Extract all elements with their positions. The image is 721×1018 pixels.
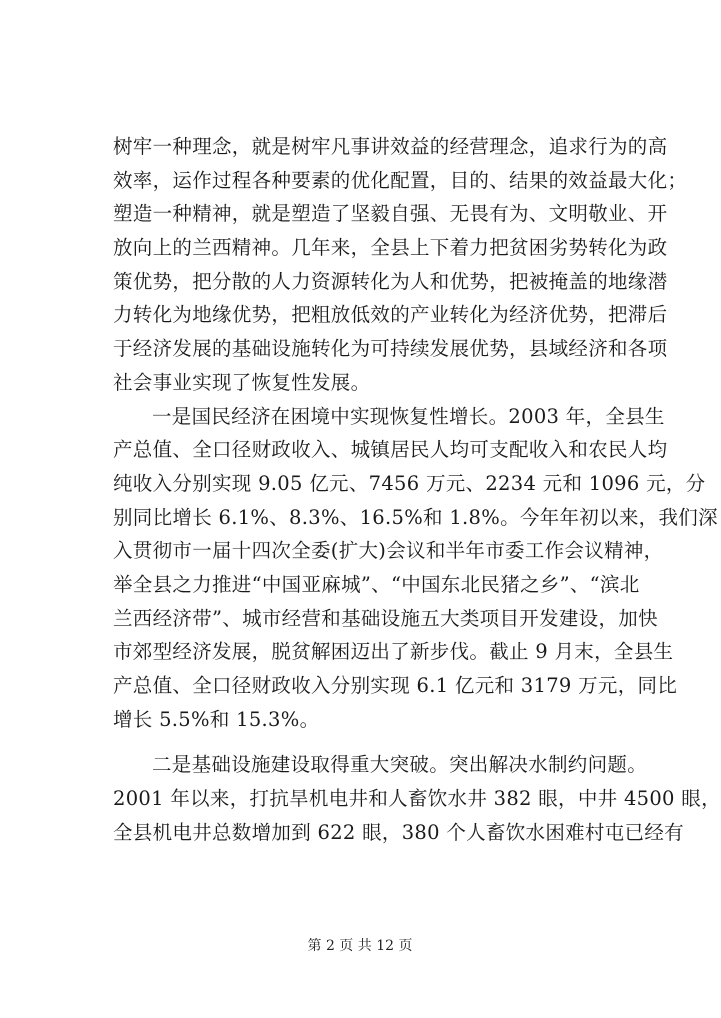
text-line: 兰西经济带”、城市经营和基础设施五大类项目开发建设，加快 [113, 606, 658, 630]
text-line: 产总值、全口径财政收入分别实现 6.1 亿元和 3179 万元，同比 [113, 674, 678, 697]
text-line: 全县机电井总数增加到 622 眼，380 个人畜饮水困难村屯已经有 [113, 820, 684, 844]
body-text [113, 130, 721, 849]
text-line: 力转化为地缘优势，把粗放低效的产业转化为经济优势，把滞后 [113, 303, 668, 327]
text-line: 举全县之力推进“中国亚麻城”、“中国东北民猪之乡”、“滨北 [113, 572, 640, 596]
text-line: 别同比增长 6.1%、8.3%、16.5%和 1.8%。今年年初以来，我们深 [113, 505, 718, 529]
paragraph-first-line: 一是国民经济在困境中实现恢复性增长。2003 年，全县生 [152, 404, 665, 428]
text-line: 塑造一种精神，就是塑造了坚毅自强、无畏有为、文明敬业、开 [113, 202, 668, 226]
text-line: 增长 5.5%和 15.3%。 [113, 707, 320, 731]
paragraph-first-line: 二是基础设施建设取得重大突破。突出解决水制约问题。 [152, 753, 648, 777]
text-line: 策优势，把分散的人力资源转化为人和优势，把被掩盖的地缘潜 [113, 269, 668, 293]
text-line: 纯收入分别实现 9.05 亿元、7456 万元、2234 元和 1096 元，分 [113, 471, 706, 495]
text-line: 放向上的兰西精神。几年来，全县上下着力把贫困劣势转化为政 [113, 236, 668, 260]
text-line: 于经济发展的基础设施转化为可持续发展优势，县域经济和各项 [113, 337, 668, 361]
paragraph-gap [113, 736, 633, 748]
page-number-footer: 第 2 页 共 12 页 [307, 938, 413, 954]
text-line: 产总值、全口径财政收入、城镇居民人均可支配收入和农民人均 [113, 438, 668, 462]
text-line: 市郊型经济发展，脱贫解困迈出了新步伐。截止 9 月末，全县生 [113, 640, 674, 664]
text-line: 树牢一种理念，就是树牢凡事讲效益的经营理念，追求行为的高 [113, 135, 668, 158]
text-line: 效率，运作过程各种要素的优化配置，目的、结果的效益最大化； [113, 168, 688, 192]
text-line: 社会事业实现了恢复性发展。 [113, 370, 371, 394]
text-line: 入贯彻市一届十四次全委(扩大)会议和半年市委工作会议精神， [113, 539, 664, 563]
text-line: 2001 年以来，打抗旱机电井和人畜饮水井 382 眼，中井 4500 眼， [113, 787, 721, 811]
